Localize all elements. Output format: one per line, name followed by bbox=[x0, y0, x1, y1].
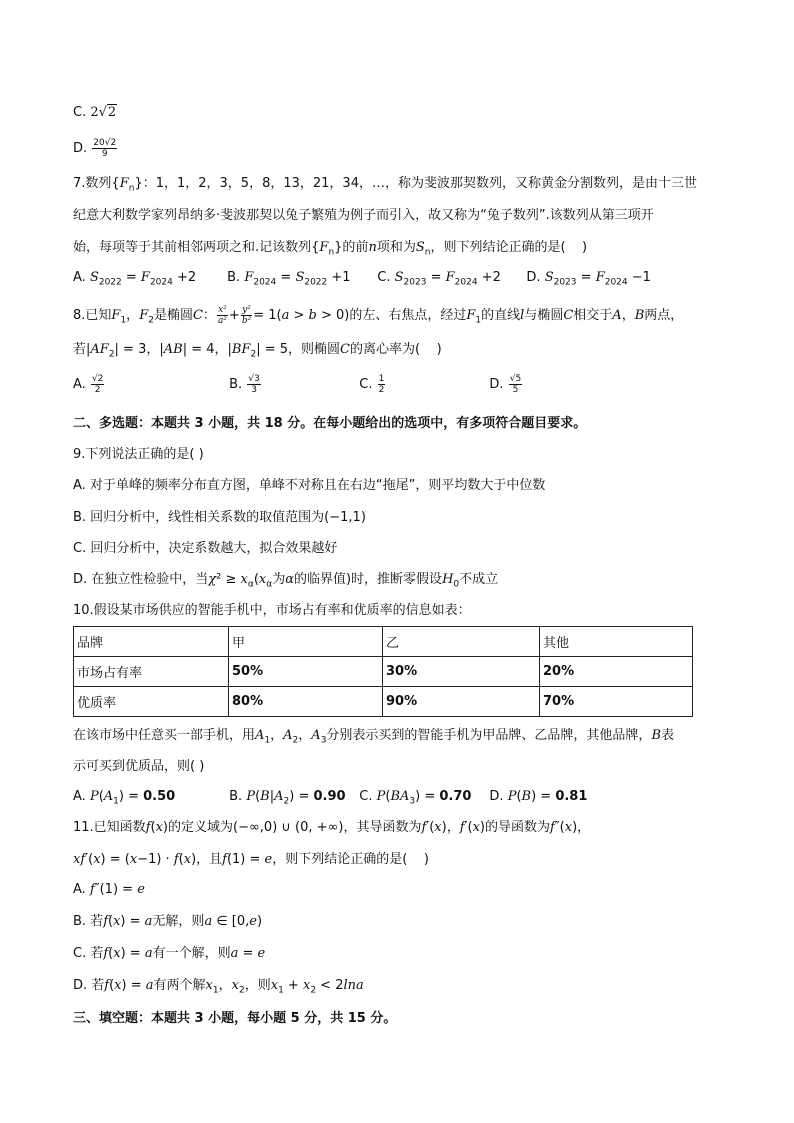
table-header-cell: 品牌 bbox=[74, 627, 229, 657]
table-cell: 80% bbox=[229, 687, 383, 717]
table-header-cell: 甲 bbox=[229, 627, 383, 657]
q8-option-d: D. $\frac{√5}{5}$ bbox=[489, 374, 522, 395]
table-header-cell: 其他 bbox=[540, 627, 693, 657]
math-expression: 2√2 bbox=[90, 105, 117, 120]
table-header-row bbox=[74, 627, 693, 657]
q8-line-1: 8.已知$F_1$，$F_2$是椭圆C： $\frac{\text{x²}}{\text{a²}}$ + $\frac{\text{y²}}{\text{b²}}$ = 1(a > b > 0)的左、右焦点，经过$F_1$的直线l与椭圆C相交于A，B两点， bbox=[73, 305, 684, 326]
section-3-heading: 三、填空题：本题共 3 小题，每小题 5 分，共 15 分。 bbox=[73, 1011, 397, 1026]
table-header-cell: 乙 bbox=[383, 627, 540, 657]
option-letter: C. bbox=[73, 105, 87, 120]
table-row bbox=[74, 687, 693, 717]
q11-option-b: B. 若f(x) = a无解，则a ∈ [0,e) bbox=[73, 914, 263, 929]
fraction bbox=[92, 138, 117, 159]
q8-line-2: 若$|AF_2| = 3$，|AB| = 4，$|BF_2| = 5$，则椭圆C的离心率为( ) bbox=[73, 342, 442, 360]
table-cell: 90% bbox=[383, 687, 540, 717]
q10-stem: 10.假设某市场供应的智能手机中，市场占有率和优质率的信息如表： bbox=[73, 603, 471, 618]
q7-option-c: C. $S_{2023} = F_{2024} +2$ bbox=[377, 270, 501, 288]
q11-line-1: 11.已知函数f(x)的定义域为(−∞,0) ∪ (0, +∞)，其导函数为f′(x)，f′(x)的导函数为f″(x)， bbox=[73, 820, 591, 835]
q8-option-c: C. $\frac{1}{2}$ bbox=[359, 374, 385, 395]
fraction-numerator: 20√2 bbox=[93, 138, 117, 148]
q11-option-c: C. 若f(x) = a有一个解，则a = e bbox=[73, 946, 266, 961]
q11-option-d: D. 若f(x) = a有两个解$x_1$，$x_2$，则$x_1 + x_2 < 2\ln a$ bbox=[73, 978, 364, 996]
q7-options bbox=[73, 268, 722, 293]
q10-option-d: D. P(B) = 0.81 bbox=[489, 789, 588, 804]
q7-line-2: 纪意大利数学家列昂纳多·斐波那契以兔子繁殖为例子而引入，故又称为“兔子数列”.该数列从第三项开 bbox=[73, 208, 654, 223]
q8-options bbox=[73, 374, 722, 395]
option-letter: D. bbox=[73, 141, 88, 156]
q6-option-c bbox=[73, 103, 722, 123]
table-cell: 市场占有率 bbox=[74, 657, 229, 687]
q10-options bbox=[73, 787, 722, 812]
table-cell: 70% bbox=[540, 687, 693, 717]
table-cell: 20% bbox=[540, 657, 693, 687]
q9-option-b: B. 回归分析中，线性相关系数的取值范围为(−1,1) bbox=[73, 510, 366, 525]
q10-option-a: A. $P(A_1) = 0.50$ bbox=[73, 789, 176, 807]
q7-line-1: 7.数列$\{F_n\}$：1，1，2，3，5，8，13，21，34，…，称为斐波那契数列，又称黄金分割数列，是由十三世 bbox=[73, 176, 697, 194]
table-cell: 30% bbox=[383, 657, 540, 687]
q11-option-a: A. f″(1) = e bbox=[73, 882, 145, 897]
section-2-heading: 二、多选题：本题共 3 小题，共 18 分。在每小题给出的选项中，有多项符合题目要求。 bbox=[73, 416, 587, 431]
q9-stem: 9.下列说法正确的是( ) bbox=[73, 447, 204, 462]
market-share-table bbox=[73, 626, 693, 717]
fraction-denominator: 9 bbox=[101, 149, 108, 159]
q7-option-a: A. $S_{2022} = F_{2024} +2$ bbox=[73, 270, 197, 288]
q8-option-a: A. $\frac{√2}{2}$ bbox=[73, 374, 104, 395]
q8-option-b: B. $\frac{√3}{3}$ bbox=[229, 374, 260, 395]
table-cell: 优质率 bbox=[74, 687, 229, 717]
q9-option-c: C. 回归分析中，决定系数越大，拟合效果越好 bbox=[73, 541, 338, 556]
q11-line-2: xf′(x) = (x−1) · f(x)，且f(1) = e，则下列结论正确的是( ) bbox=[73, 852, 429, 867]
q7-option-b: B. $F_{2024} = S_{2022} +1$ bbox=[227, 270, 351, 288]
q10-line-2: 示可买到优质品，则( ) bbox=[73, 759, 205, 774]
q6-option-d bbox=[73, 138, 722, 159]
q10-line-1: 在该市场中任意买一部手机，用$A_1$，$A_2$，$A_3$分别表示买到的智能手机为甲品牌、乙品牌，其他品牌，B表 bbox=[73, 728, 675, 746]
q10-option-b: B. $P(B|A_2) = 0.90$ bbox=[229, 789, 346, 807]
q7-line-3: 始，每项等于其前相邻两项之和.记该数列$\{F_n\}$的前n项和为$S_n$，则下列结论正确的是( ) bbox=[73, 240, 588, 258]
q9-option-a: A. 对于单峰的频率分布直方图，单峰不对称且在右边“拖尾”，则平均数大于中位数 bbox=[73, 478, 546, 493]
q7-option-d: D. $S_{2023} = F_{2024} -1$ bbox=[526, 270, 651, 288]
table-row bbox=[74, 657, 693, 687]
table-cell: 50% bbox=[229, 657, 383, 687]
q10-option-c: C. $P(BA_3) = 0.70$ bbox=[359, 789, 472, 807]
q9-option-d: D. 在独立性检验中，当$\chi^2 \ge x_\alpha(x_\alpha$为α的临界值)时，推断零假设$H_0$不成立 bbox=[73, 572, 499, 590]
